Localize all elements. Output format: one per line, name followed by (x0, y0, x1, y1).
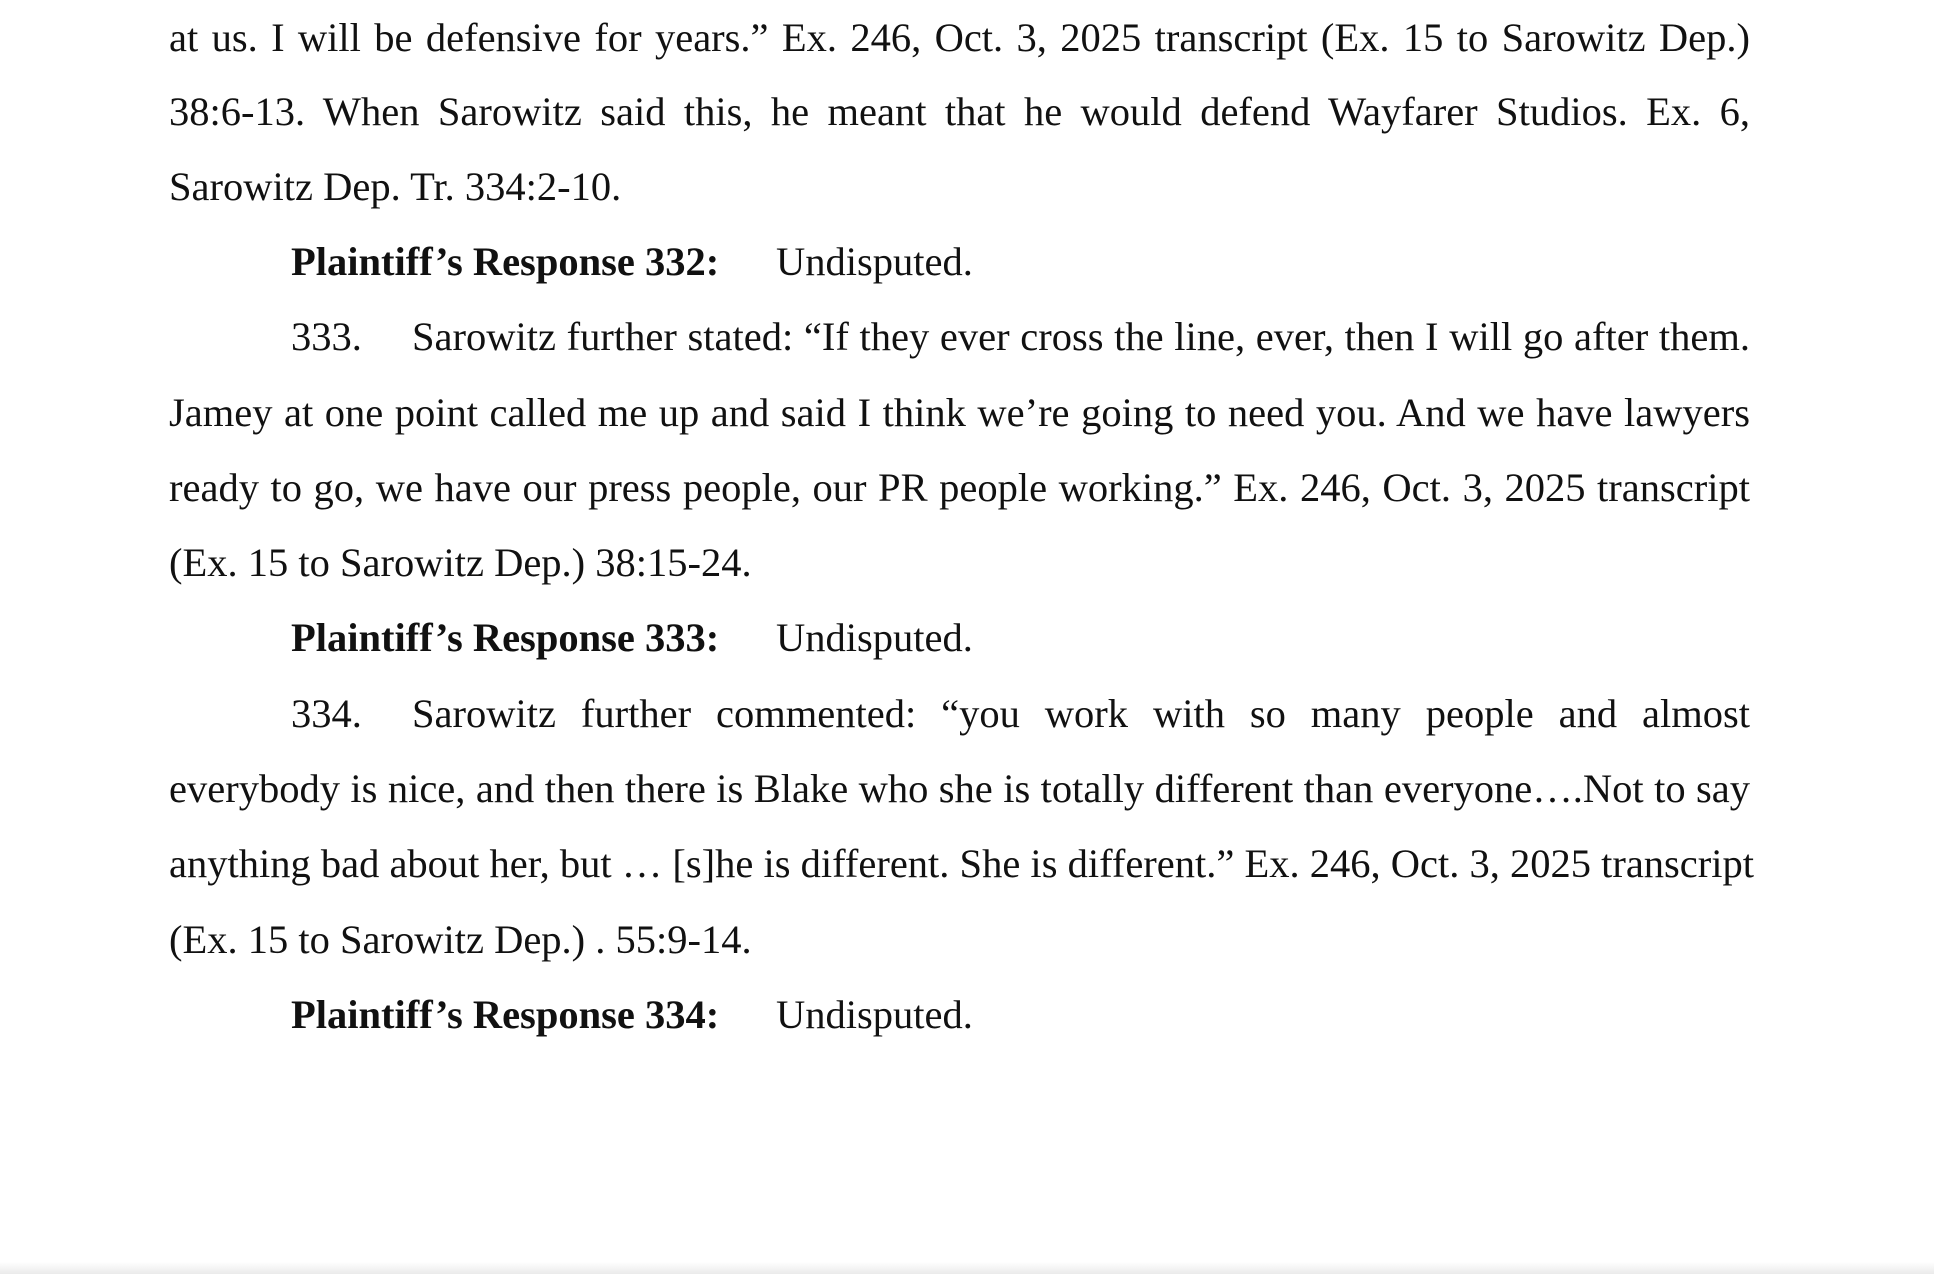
body-text-line: at us. I will be defensive for years.” Ex. 246, Oct. 3, 2025 transcript (Ex. 15 to Sarowitz Dep.) (169, 15, 1750, 60)
paragraph-333-first-line (291, 314, 1750, 359)
paragraph-text: Sarowitz further commented: “you work with so many people and almost (412, 691, 1750, 736)
body-text-line: everybody is nice, and then there is Blake who she is totally different than everyone….Not to say (169, 766, 1750, 811)
paragraph-text: Sarowitz further stated: “If they ever cross the line, ever, then I will go after them. (412, 314, 1750, 359)
paragraph-number: 334. (291, 691, 362, 736)
response-label: Plaintiff’s Response 334: (291, 992, 720, 1037)
plaintiff-response-333 (291, 615, 1750, 660)
response-value: Undisputed. (776, 239, 973, 284)
response-value: Undisputed. (776, 615, 973, 660)
page-edge-shadow (0, 1262, 1934, 1274)
plaintiff-response-332 (291, 239, 1750, 284)
body-text-line: anything bad about her, but … [s]he is different. She is different.” Ex. 246, Oct. 3, 2025 transcript (169, 841, 1755, 886)
paragraph-334-first-line (291, 691, 1750, 736)
body-text-line: (Ex. 15 to Sarowitz Dep.) . 55:9-14. (169, 917, 752, 962)
body-text-line: 38:6-13. When Sarowitz said this, he meant that he would defend Wayfarer Studios. Ex. 6, (169, 89, 1750, 134)
body-text-line: ready to go, we have our press people, our PR people working.” Ex. 246, Oct. 3, 2025 transcript (169, 465, 1750, 510)
response-label: Plaintiff’s Response 333: (291, 615, 720, 660)
response-label: Plaintiff’s Response 332: (291, 239, 720, 284)
plaintiff-response-334 (291, 992, 1750, 1037)
body-text-line: Sarowitz Dep. Tr. 334:2-10. (169, 164, 622, 209)
response-value: Undisputed. (776, 992, 973, 1037)
body-text-line: (Ex. 15 to Sarowitz Dep.) 38:15-24. (169, 540, 752, 585)
paragraph-number: 333. (291, 314, 362, 359)
body-text-line: Jamey at one point called me up and said I think we’re going to need you. And we have lawyers (169, 390, 1750, 435)
